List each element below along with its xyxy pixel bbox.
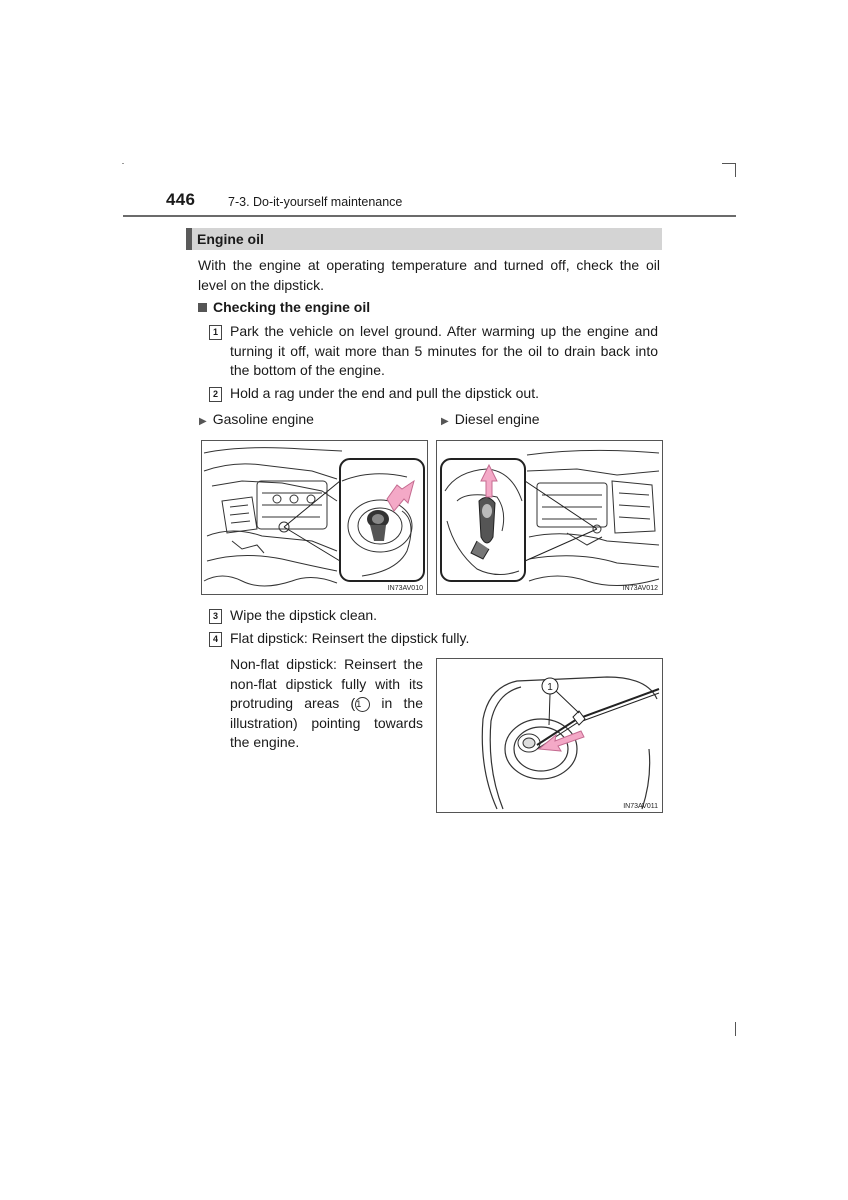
step-text-1: Park the vehicle on level ground. After warming up the engine and turning it off, wait more than 5 minutes for the oil to drain back into the bottom of the engine.: [230, 323, 658, 378]
diesel-engine-illustration: [436, 440, 663, 595]
nonflat-dipstick-illustration: [436, 658, 663, 813]
crop-mark-top-left: [122, 163, 124, 164]
page-title: Engine oil: [197, 231, 264, 247]
step-number-3: 3: [209, 609, 222, 624]
page-number: 446: [166, 190, 196, 209]
section-title: 7-3. Do-it-yourself maintenance: [228, 195, 403, 209]
triangle-bullet-icon: ▶: [441, 416, 449, 427]
figure-code-gasoline: IN73AV010: [387, 585, 423, 592]
square-bullet-icon: [198, 303, 207, 312]
crop-mark-bottom-right: [735, 1022, 736, 1036]
step-number-4: 4: [209, 632, 222, 647]
label-gasoline-text: Gasoline engine: [212, 411, 314, 427]
gasoline-engine-illustration: [201, 440, 428, 595]
triangle-bullet-icon: ▶: [199, 416, 207, 427]
nonflat-text-before: Non-flat dipstick: Reinsert the non-flat dipstick fully with its protruding areas (: [230, 656, 423, 711]
nonflat-dipstick-drawing: [437, 659, 662, 812]
step-number-1: 1: [209, 325, 222, 340]
step-number-2: 2: [209, 387, 222, 402]
gasoline-engine-drawing: [202, 441, 427, 594]
intro-paragraph: With the engine at operating temperature and turned off, check the oil level on the dipstick.: [198, 257, 660, 293]
diesel-engine-drawing: [437, 441, 662, 594]
label-gasoline: [199, 411, 314, 427]
label-diesel: [441, 411, 540, 427]
crop-mark-top-right: [722, 163, 736, 164]
callout-number: 1: [547, 682, 553, 693]
step-text-4: Flat dipstick: Reinsert the dipstick fully.: [230, 630, 470, 646]
header-rule: [123, 215, 736, 217]
sub-heading: [198, 299, 370, 315]
figure-code-nonflat: IN73AV011: [623, 803, 658, 810]
figure-code-diesel: IN73AV012: [622, 585, 658, 592]
nonflat-text-after: in the illustration) pointing towards the engine.: [230, 695, 423, 750]
title-bar-accent: [186, 228, 192, 250]
nonflat-dipstick-paragraph: [230, 655, 423, 753]
callout-marker: 1: [355, 697, 370, 712]
label-diesel-text: Diesel engine: [454, 411, 540, 427]
sub-heading-text: Checking the engine oil: [213, 299, 371, 315]
step-text-2: Hold a rag under the end and pull the dipstick out.: [230, 385, 539, 401]
crop-mark-top-right-vertical: [735, 163, 736, 177]
step-text-3: Wipe the dipstick clean.: [230, 607, 378, 623]
